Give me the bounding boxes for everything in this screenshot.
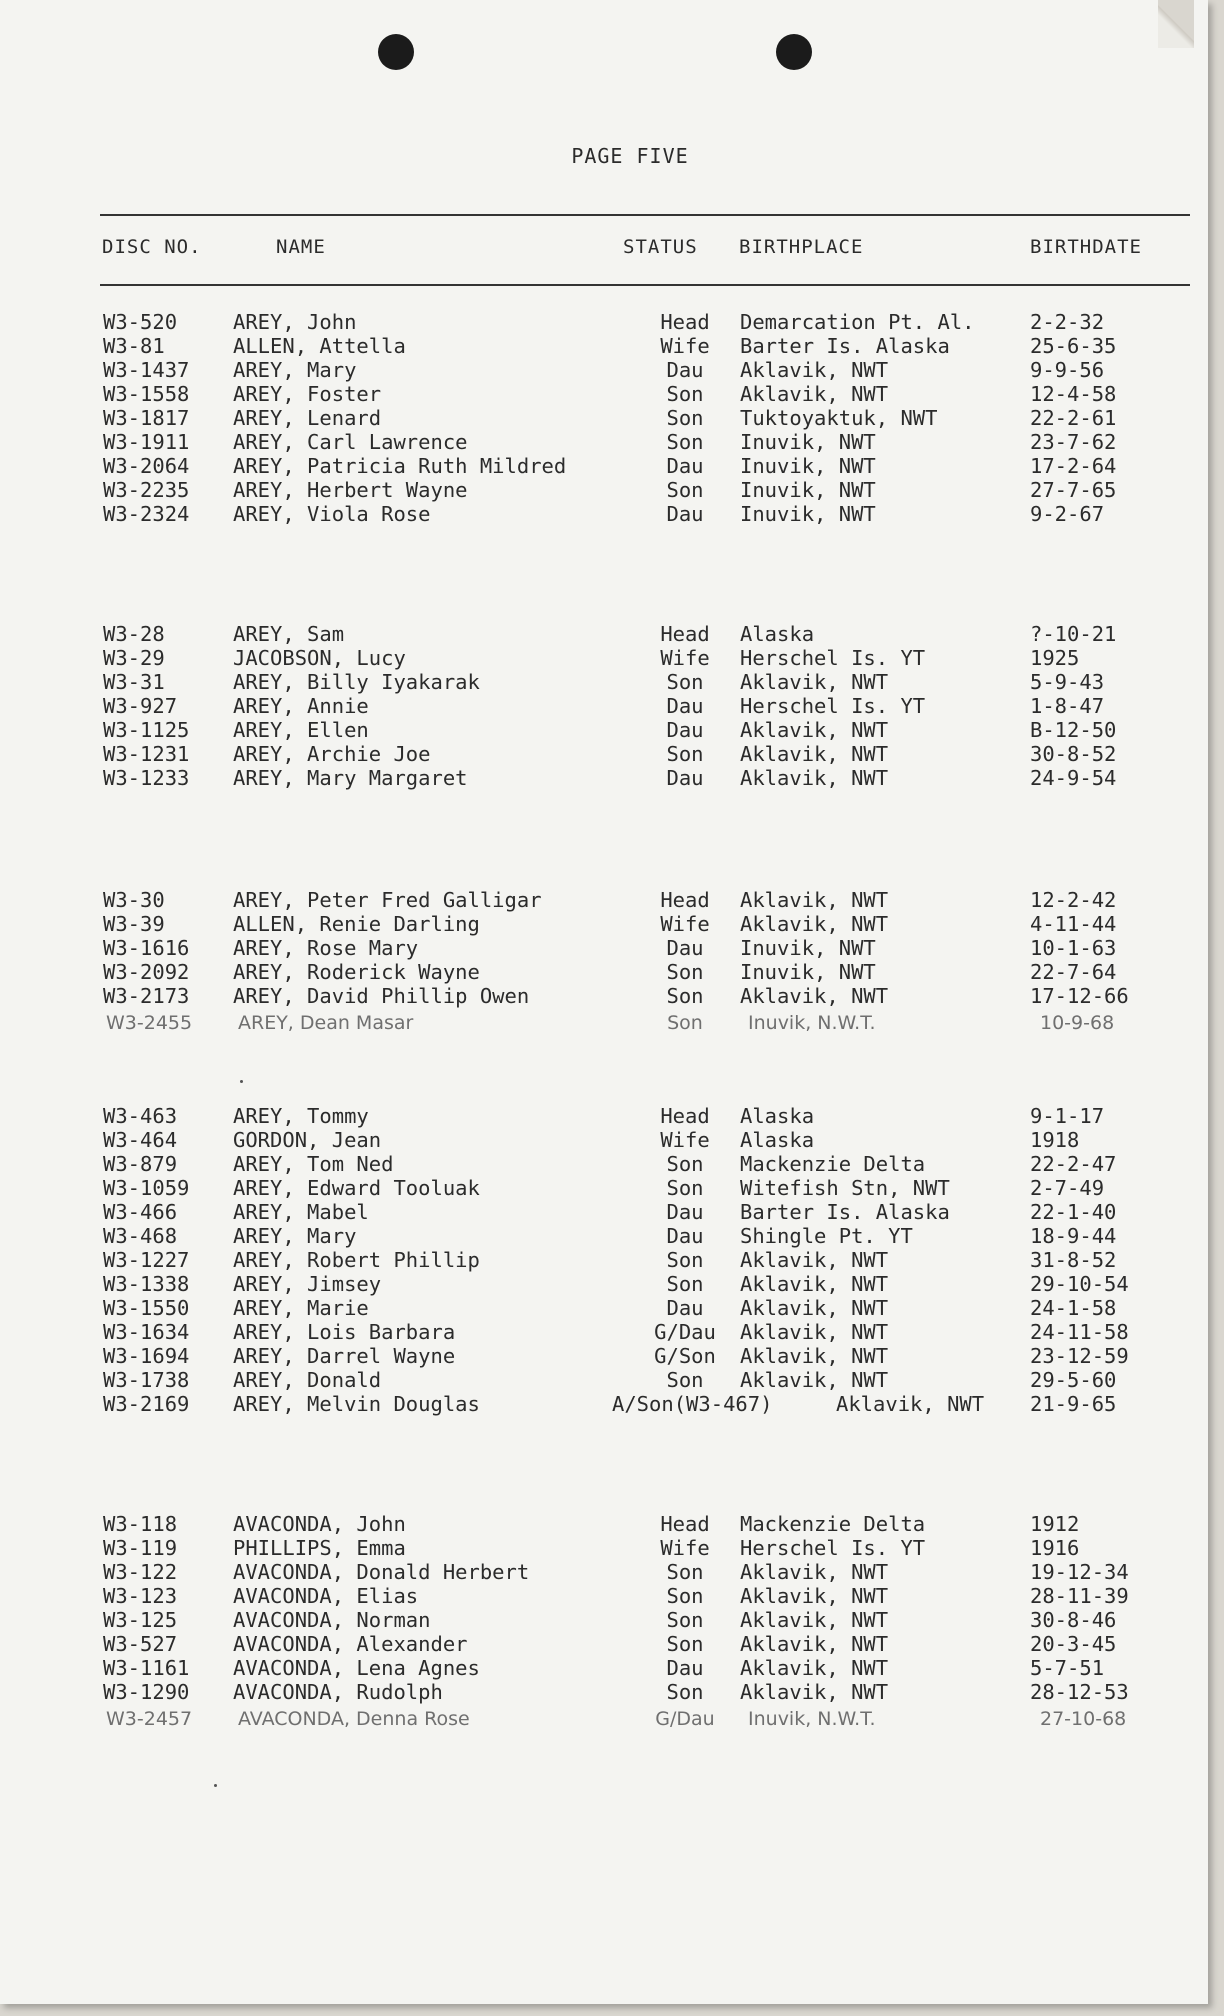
record-row: [0, 1608, 1208, 1632]
record-row: [0, 358, 1208, 382]
birthdate: ?-10-21: [1030, 622, 1117, 646]
status: Wife: [660, 1128, 710, 1152]
birthdate: 25-6-35: [1030, 334, 1117, 358]
person-name: AREY, Roderick Wayne: [233, 960, 480, 984]
birthplace: Aklavik, NWT: [836, 1392, 985, 1416]
status: Dau: [666, 454, 704, 478]
record-row: [0, 406, 1208, 430]
birthplace: Alaska: [740, 1104, 815, 1128]
birthplace: Witefish Stn, NWT: [740, 1176, 950, 1200]
birthdate: B-12-50: [1030, 718, 1117, 742]
family-group: [0, 1512, 1208, 1734]
disc-number: W3-118: [103, 1512, 178, 1536]
disc-number: W3-2457: [106, 1708, 193, 1730]
birthplace: Aklavik, NWT: [740, 742, 889, 766]
record-row: [0, 1344, 1208, 1368]
status: Son: [666, 984, 704, 1008]
record-row: [0, 1248, 1208, 1272]
birthplace: Alaska: [740, 1128, 815, 1152]
disc-number: W3-39: [103, 912, 165, 936]
record-row: [0, 888, 1208, 912]
birthdate: 24-9-54: [1030, 766, 1117, 790]
punch-hole-right: [776, 34, 812, 70]
person-name: GORDON, Jean: [233, 1128, 382, 1152]
birthdate: 1925: [1030, 646, 1080, 670]
status: Head: [660, 1512, 710, 1536]
record-row: [0, 1320, 1208, 1344]
person-name: AREY, Viola Rose: [233, 502, 431, 526]
person-name: AREY, Sam: [233, 622, 345, 646]
disc-number: W3-1125: [103, 718, 190, 742]
birthplace: Inuvik, NWT: [740, 936, 876, 960]
birthplace: Mackenzie Delta: [740, 1152, 926, 1176]
birthdate: 20-3-45: [1030, 1632, 1117, 1656]
birthdate: 27-10-68: [1040, 1708, 1127, 1730]
status: Son: [666, 742, 704, 766]
disc-number: W3-2324: [103, 502, 190, 526]
birthdate: 9-2-67: [1030, 502, 1105, 526]
birthplace: Barter Is. Alaska: [740, 334, 950, 358]
disc-number: W3-2235: [103, 478, 190, 502]
record-row: [0, 1368, 1208, 1392]
family-group: [0, 888, 1208, 1038]
disc-number: W3-1634: [103, 1320, 190, 1344]
record-row: [0, 1632, 1208, 1656]
birthplace: Inuvik, N.W.T.: [748, 1708, 876, 1730]
status: Son: [666, 1680, 704, 1704]
disc-number: W3-1231: [103, 742, 190, 766]
birthplace: Aklavik, NWT: [740, 1344, 889, 1368]
disc-number: W3-1738: [103, 1368, 190, 1392]
disc-number: W3-1161: [103, 1656, 190, 1680]
status: Wife: [660, 646, 710, 670]
record-row: [0, 1584, 1208, 1608]
status: Wife: [660, 1536, 710, 1560]
column-header-status: STATUS: [623, 236, 698, 258]
person-name: AREY, Jimsey: [233, 1272, 382, 1296]
column-header-birthplace: BIRTHPLACE: [739, 236, 864, 258]
column-header-disc: DISC NO.: [102, 236, 202, 258]
birthplace: Tuktoyaktuk, NWT: [740, 406, 938, 430]
record-row: [0, 1128, 1208, 1152]
status: G/Dau: [655, 1708, 715, 1730]
birthdate: 22-7-64: [1030, 960, 1117, 984]
record-row: [0, 1560, 1208, 1584]
record-row: [0, 984, 1208, 1008]
birthplace: Aklavik, NWT: [740, 1680, 889, 1704]
page-corner-curl: [1158, 0, 1194, 48]
status: Son: [666, 1248, 704, 1272]
status: Dau: [666, 766, 704, 790]
birthdate: 9-9-56: [1030, 358, 1105, 382]
status: Son: [666, 1152, 704, 1176]
birthdate: 12-2-42: [1030, 888, 1117, 912]
disc-number: W3-1338: [103, 1272, 190, 1296]
status: Dau: [666, 1296, 704, 1320]
record-row: [0, 960, 1208, 984]
status: Dau: [666, 358, 704, 382]
person-name: AREY, Marie: [233, 1296, 369, 1320]
birthplace: Herschel Is. YT: [740, 646, 926, 670]
person-name: AREY, Mary: [233, 358, 357, 382]
birthplace: Barter Is. Alaska: [740, 1200, 950, 1224]
record-row: [0, 430, 1208, 454]
birthdate: 10-9-68: [1040, 1012, 1115, 1034]
disc-number: W3-2455: [106, 1012, 193, 1034]
status: Dau: [666, 1656, 704, 1680]
punch-hole-left: [378, 34, 414, 70]
person-name: AREY, Billy Iyakarak: [233, 670, 480, 694]
family-group: [0, 310, 1208, 526]
status: Son: [666, 406, 704, 430]
disc-number: W3-29: [103, 646, 165, 670]
birthdate: 30-8-52: [1030, 742, 1117, 766]
record-row: [0, 694, 1208, 718]
status: Son: [666, 1560, 704, 1584]
disc-number: W3-1437: [103, 358, 190, 382]
status: Dau: [666, 694, 704, 718]
birthplace: Aklavik, NWT: [740, 1656, 889, 1680]
birthplace: Aklavik, NWT: [740, 382, 889, 406]
birthdate: 1-8-47: [1030, 694, 1105, 718]
disc-number: W3-125: [103, 1608, 178, 1632]
birthdate: 19-12-34: [1030, 1560, 1129, 1584]
header-bottom-rule: [100, 284, 1190, 286]
disc-number: W3-927: [103, 694, 178, 718]
handwritten-record-row: [0, 1704, 1208, 1734]
birthplace: Inuvik, NWT: [740, 478, 876, 502]
birthdate: 2-2-32: [1030, 310, 1105, 334]
record-row: [0, 478, 1208, 502]
birthdate: 22-2-61: [1030, 406, 1117, 430]
record-row: [0, 766, 1208, 790]
record-row: [0, 1392, 1208, 1416]
birthdate: 10-1-63: [1030, 936, 1117, 960]
birthplace: Aklavik, NWT: [740, 1248, 889, 1272]
status: Son: [667, 1012, 703, 1034]
birthplace: Shingle Pt. YT: [740, 1224, 913, 1248]
birthdate: 18-9-44: [1030, 1224, 1117, 1248]
person-name: AVACONDA, Denna Rose: [238, 1708, 470, 1730]
disc-number: W3-30: [103, 888, 165, 912]
status: Son: [666, 1176, 704, 1200]
person-name: AREY, Rose Mary: [233, 936, 419, 960]
status: Son: [666, 478, 704, 502]
status: Son: [666, 670, 704, 694]
person-name: AREY, Dean Masar: [238, 1012, 414, 1034]
record-row: [0, 1296, 1208, 1320]
disc-number: W3-123: [103, 1584, 178, 1608]
status: Son: [666, 960, 704, 984]
record-row: [0, 454, 1208, 478]
birthplace: Mackenzie Delta: [740, 1512, 926, 1536]
disc-number: W3-119: [103, 1536, 178, 1560]
birthplace: Alaska: [740, 622, 815, 646]
disc-number: W3-1817: [103, 406, 190, 430]
status: G/Dau: [654, 1320, 716, 1344]
record-row: [0, 1224, 1208, 1248]
record-row: [0, 646, 1208, 670]
birthplace: Aklavik, NWT: [740, 766, 889, 790]
disc-number: W3-1290: [103, 1680, 190, 1704]
person-name: ALLEN, Renie Darling: [233, 912, 480, 936]
person-name: JACOBSON, Lucy: [233, 646, 406, 670]
person-name: AVACONDA, Donald Herbert: [233, 1560, 530, 1584]
birthdate: 31-8-52: [1030, 1248, 1117, 1272]
record-row: [0, 1536, 1208, 1560]
birthdate: 23-7-62: [1030, 430, 1117, 454]
birthplace: Aklavik, NWT: [740, 888, 889, 912]
person-name: AREY, Lois Barbara: [233, 1320, 456, 1344]
status: Head: [660, 1104, 710, 1128]
page-title: PAGE FIVE: [571, 144, 689, 168]
person-name: AREY, Ellen: [233, 718, 369, 742]
birthdate: 22-2-47: [1030, 1152, 1117, 1176]
record-row: [0, 310, 1208, 334]
birthplace: Inuvik, NWT: [740, 430, 876, 454]
disc-number: W3-81: [103, 334, 165, 358]
person-name: AVACONDA, Elias: [233, 1584, 419, 1608]
disc-number: W3-31: [103, 670, 165, 694]
birthplace: Demarcation Pt. Al.: [740, 310, 975, 334]
person-name: AVACONDA, Alexander: [233, 1632, 468, 1656]
person-name: PHILLIPS, Emma: [233, 1536, 406, 1560]
disc-number: W3-1227: [103, 1248, 190, 1272]
birthdate: 21-9-65: [1030, 1392, 1117, 1416]
person-name: AREY, Archie Joe: [233, 742, 431, 766]
birthplace: Aklavik, NWT: [740, 670, 889, 694]
birthplace: Aklavik, NWT: [740, 718, 889, 742]
status: A/Son(W3-467): [612, 1392, 773, 1416]
status: Son: [666, 1584, 704, 1608]
disc-number: W3-2092: [103, 960, 190, 984]
disc-number: W3-28: [103, 622, 165, 646]
paper-speck: [240, 1080, 243, 1083]
birthplace: Aklavik, NWT: [740, 1632, 889, 1656]
record-row: [0, 936, 1208, 960]
person-name: AREY, John: [233, 310, 357, 334]
header-top-rule: [100, 214, 1190, 216]
disc-number: W3-463: [103, 1104, 178, 1128]
person-name: AVACONDA, Rudolph: [233, 1680, 443, 1704]
birthdate: 29-5-60: [1030, 1368, 1117, 1392]
birthdate: 23-12-59: [1030, 1344, 1129, 1368]
person-name: AREY, Darrel Wayne: [233, 1344, 456, 1368]
disc-number: W3-1558: [103, 382, 190, 406]
disc-number: W3-1059: [103, 1176, 190, 1200]
family-group: [0, 1104, 1208, 1416]
birthdate: 27-7-65: [1030, 478, 1117, 502]
disc-number: W3-2169: [103, 1392, 190, 1416]
birthdate: 5-7-51: [1030, 1656, 1105, 1680]
record-row: [0, 1272, 1208, 1296]
column-header-birthdate: BIRTHDATE: [1030, 236, 1142, 258]
person-name: AVACONDA, John: [233, 1512, 406, 1536]
disc-number: W3-879: [103, 1152, 178, 1176]
birthplace: Aklavik, NWT: [740, 1560, 889, 1584]
birthdate: 4-11-44: [1030, 912, 1117, 936]
paper-speck: [214, 1784, 217, 1787]
record-row: [0, 502, 1208, 526]
birthdate: 5-9-43: [1030, 670, 1105, 694]
handwritten-record-row: [0, 1008, 1208, 1038]
birthdate: 1918: [1030, 1128, 1080, 1152]
birthplace: Inuvik, NWT: [740, 454, 876, 478]
status: Dau: [666, 1224, 704, 1248]
birthplace: Herschel Is. YT: [740, 1536, 926, 1560]
birthdate: 9-1-17: [1030, 1104, 1105, 1128]
birthplace: Inuvik, NWT: [740, 502, 876, 526]
birthdate: 22-1-40: [1030, 1200, 1117, 1224]
record-row: [0, 1656, 1208, 1680]
status: Son: [666, 1368, 704, 1392]
birthplace: Aklavik, NWT: [740, 1272, 889, 1296]
status: Dau: [666, 502, 704, 526]
person-name: ALLEN, Attella: [233, 334, 406, 358]
record-row: [0, 1152, 1208, 1176]
birthdate: 29-10-54: [1030, 1272, 1129, 1296]
birthplace: Inuvik, N.W.T.: [748, 1012, 876, 1034]
birthplace: Aklavik, NWT: [740, 1584, 889, 1608]
record-row: [0, 622, 1208, 646]
disc-number: W3-1694: [103, 1344, 190, 1368]
birthdate: 24-11-58: [1030, 1320, 1129, 1344]
person-name: AREY, Melvin Douglas: [233, 1392, 480, 1416]
birthplace: Aklavik, NWT: [740, 1320, 889, 1344]
person-name: AREY, Tom Ned: [233, 1152, 394, 1176]
disc-number: W3-2064: [103, 454, 190, 478]
status: Son: [666, 1272, 704, 1296]
disc-number: W3-1911: [103, 430, 190, 454]
birthplace: Aklavik, NWT: [740, 358, 889, 382]
birthdate: 2-7-49: [1030, 1176, 1105, 1200]
status: G/Son: [654, 1344, 716, 1368]
person-name: AREY, Annie: [233, 694, 369, 718]
birthplace: Aklavik, NWT: [740, 912, 889, 936]
birthdate: 1916: [1030, 1536, 1080, 1560]
status: Dau: [666, 718, 704, 742]
person-name: AREY, Foster: [233, 382, 382, 406]
person-name: AREY, Robert Phillip: [233, 1248, 480, 1272]
status: Wife: [660, 912, 710, 936]
record-row: [0, 742, 1208, 766]
person-name: AREY, David Phillip Owen: [233, 984, 530, 1008]
birthdate: 28-12-53: [1030, 1680, 1129, 1704]
person-name: AREY, Mabel: [233, 1200, 369, 1224]
family-group: [0, 622, 1208, 790]
record-row: [0, 718, 1208, 742]
status: Dau: [666, 1200, 704, 1224]
record-row: [0, 382, 1208, 406]
disc-number: W3-1550: [103, 1296, 190, 1320]
record-row: [0, 1680, 1208, 1704]
disc-number: W3-1616: [103, 936, 190, 960]
person-name: AREY, Mary: [233, 1224, 357, 1248]
person-name: AREY, Herbert Wayne: [233, 478, 468, 502]
person-name: AREY, Peter Fred Galligar: [233, 888, 542, 912]
record-row: [0, 670, 1208, 694]
status: Head: [660, 310, 710, 334]
birthdate: 28-11-39: [1030, 1584, 1129, 1608]
birthplace: Aklavik, NWT: [740, 1608, 889, 1632]
disc-number: W3-122: [103, 1560, 178, 1584]
record-row: [0, 1200, 1208, 1224]
status: Son: [666, 1632, 704, 1656]
person-name: AREY, Edward Tooluak: [233, 1176, 480, 1200]
birthplace: Herschel Is. YT: [740, 694, 926, 718]
birthplace: Aklavik, NWT: [740, 1368, 889, 1392]
person-name: AREY, Mary Margaret: [233, 766, 468, 790]
status: Head: [660, 622, 710, 646]
person-name: AVACONDA, Lena Agnes: [233, 1656, 480, 1680]
birthplace: Inuvik, NWT: [740, 960, 876, 984]
record-row: [0, 912, 1208, 936]
status: Son: [666, 1608, 704, 1632]
disc-number: W3-527: [103, 1632, 178, 1656]
birthdate: 12-4-58: [1030, 382, 1117, 406]
record-row: [0, 334, 1208, 358]
person-name: AREY, Donald: [233, 1368, 382, 1392]
disc-number: W3-520: [103, 310, 178, 334]
disc-number: W3-466: [103, 1200, 178, 1224]
status: Dau: [666, 936, 704, 960]
disc-number: W3-468: [103, 1224, 178, 1248]
person-name: AREY, Lenard: [233, 406, 382, 430]
birthdate: 1912: [1030, 1512, 1080, 1536]
status: Wife: [660, 334, 710, 358]
record-row: [0, 1512, 1208, 1536]
status: Son: [666, 382, 704, 406]
birthdate: 17-2-64: [1030, 454, 1117, 478]
person-name: AVACONDA, Norman: [233, 1608, 431, 1632]
disc-number: W3-2173: [103, 984, 190, 1008]
record-row: [0, 1176, 1208, 1200]
birthplace: Aklavik, NWT: [740, 984, 889, 1008]
column-header-name: NAME: [276, 236, 326, 258]
status: Son: [666, 430, 704, 454]
birthplace: Aklavik, NWT: [740, 1296, 889, 1320]
disc-number: W3-464: [103, 1128, 178, 1152]
birthdate: 30-8-46: [1030, 1608, 1117, 1632]
person-name: AREY, Patricia Ruth Mildred: [233, 454, 567, 478]
birthdate: 24-1-58: [1030, 1296, 1117, 1320]
person-name: AREY, Carl Lawrence: [233, 430, 468, 454]
record-row: [0, 1104, 1208, 1128]
person-name: AREY, Tommy: [233, 1104, 369, 1128]
birthdate: 17-12-66: [1030, 984, 1129, 1008]
status: Head: [660, 888, 710, 912]
disc-number: W3-1233: [103, 766, 190, 790]
